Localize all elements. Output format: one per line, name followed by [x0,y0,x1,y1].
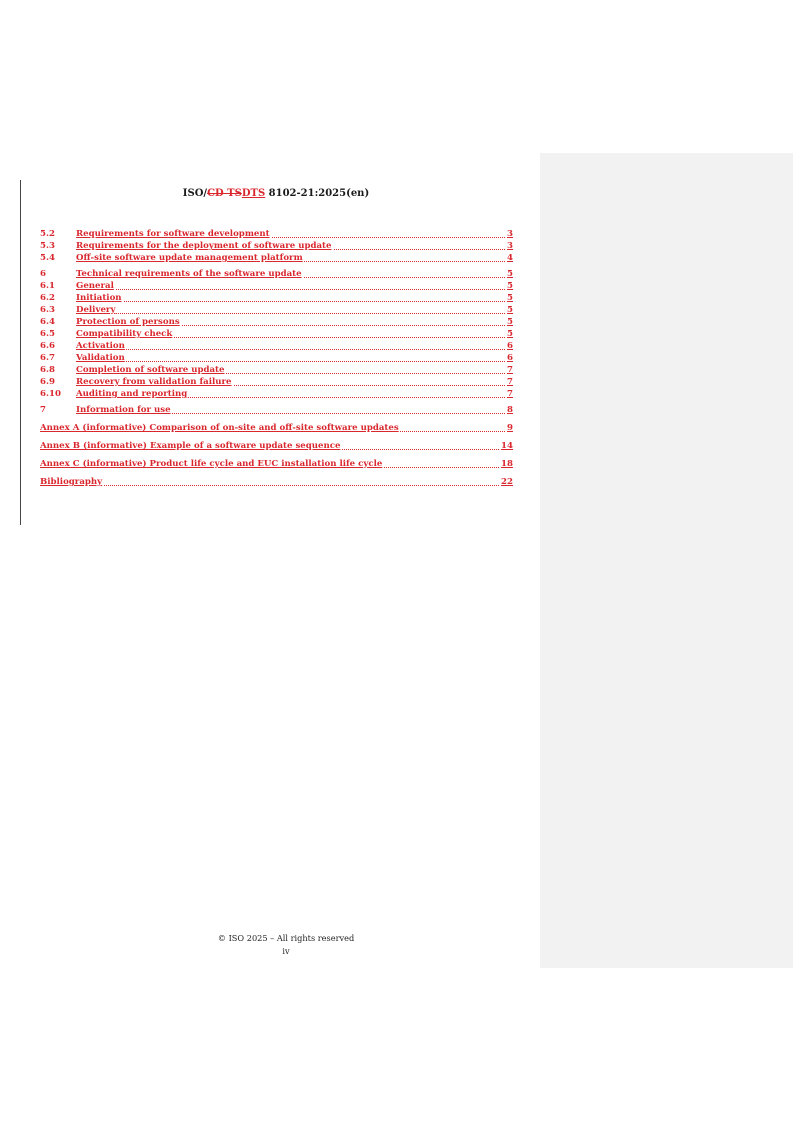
toc-entry-title: Technical requirements of the software update [76,269,302,279]
toc-entry-label [40,458,383,470]
toc-entry[interactable] [40,292,513,304]
toc-entry-label [40,388,188,400]
toc-entry-title: Delivery [76,305,116,315]
toc-entry[interactable] [40,328,513,340]
toc-entry-label [40,228,271,240]
toc-entry-number: 6.8 [40,365,55,375]
toc-entry[interactable] [40,458,513,470]
toc-entry-page: 7 [507,365,513,375]
toc-entry-page: 5 [507,329,513,339]
toc-entry-number: 6.2 [40,293,55,303]
toc-entry-page: 18 [501,459,513,469]
toc-entry-label [40,280,115,292]
toc-entry-page: 7 [507,389,513,399]
toc-entry-title: Bibliography [40,477,103,487]
toc-entry-page: 5 [507,293,513,303]
toc-entry-title: Auditing and reporting [76,389,188,399]
comment-pane [540,153,793,968]
copyright-notice: © ISO 2025 – All rights reserved [217,933,355,943]
header-prefix: ISO/ [182,188,208,199]
toc-entry-label [40,404,172,416]
header-suffix: 8102-21:2025(en) [265,188,370,199]
toc-entry-label [40,340,126,352]
toc-entry-label [40,364,226,376]
toc-entry[interactable] [40,316,513,328]
toc-entry-page: 5 [507,305,513,315]
toc-entry-title: Compatibility check [76,329,173,339]
toc-entry-label [40,440,341,452]
toc-entry[interactable] [40,440,513,452]
toc-entry-title: Annex C (informative) Product life cycle and EUC installation life cycle [40,459,383,469]
toc-entry[interactable] [40,404,513,416]
toc-entry-page: 8 [507,405,513,415]
toc-entry[interactable] [40,228,513,240]
toc-entry[interactable] [40,376,513,388]
toc-entry-title: Off-site software update management platform [76,253,303,263]
toc-entry[interactable] [40,388,513,400]
toc-entry-label [40,376,233,388]
toc-entry-page: 4 [507,253,513,263]
toc-entry-page: 9 [507,423,513,433]
toc-entry-label [40,422,400,434]
toc-entry-number: 6.9 [40,377,55,387]
page-footer [40,932,532,958]
toc-entry-page: 22 [501,477,513,487]
toc-entry-title: Information for use [76,405,171,415]
toc-entry-title: Validation [76,353,125,363]
toc-entry-page: 6 [507,353,513,363]
toc-entry-number: 5.2 [40,229,55,239]
toc-entry-title: Protection of persons [76,317,180,327]
toc-entry[interactable] [40,476,513,488]
toc-entry-number: 6.5 [40,329,55,339]
toc-entry[interactable] [40,252,513,264]
toc-entry-title: Requirements for software development [76,229,270,239]
toc-entry-number: 6.1 [40,281,55,291]
toc-entry-title: General [76,281,114,291]
toc-entry-page: 5 [507,317,513,327]
toc-entry[interactable] [40,304,513,316]
page-number: iv [282,946,290,956]
toc-entry-number: 6.10 [40,389,61,399]
toc-entry-page: 14 [501,441,513,451]
toc-entry-page: 3 [507,229,513,239]
header-deleted-text: CD TS [207,188,242,199]
toc-entry[interactable] [40,268,513,280]
toc-entry[interactable] [40,364,513,376]
toc-entry-page: 6 [507,341,513,351]
toc-entry-label [40,352,126,364]
toc-entry-page: 7 [507,377,513,387]
toc-entry-title: Requirements for the deployment of software update [76,241,332,251]
toc-entry-label [40,316,181,328]
toc-entry-number: 6.6 [40,341,55,351]
toc-entry-number: 5.3 [40,241,55,251]
toc-entry-label [40,328,173,340]
table-of-contents [40,228,513,488]
toc-entry-title: Annex A (informative) Comparison of on-site and off-site software updates [40,423,399,433]
toc-entry-label [40,240,333,252]
toc-entry-page: 5 [507,269,513,279]
toc-entry-number: 6.7 [40,353,55,363]
toc-entry[interactable] [40,240,513,252]
toc-leader [40,485,505,486]
toc-entry[interactable] [40,422,513,434]
toc-entry-title: Activation [76,341,125,351]
toc-entry-label [40,292,123,304]
toc-entry-number: 5.4 [40,253,55,263]
toc-entry-page: 5 [507,281,513,291]
toc-entry-number: 7 [40,405,46,415]
toc-entry[interactable] [40,340,513,352]
toc-entry-title: Initiation [76,293,122,303]
toc-entry[interactable] [40,352,513,364]
document-header [40,188,512,199]
toc-entry-label [40,268,303,280]
toc-entry-label [40,476,103,488]
toc-entry-label [40,304,116,316]
toc-entry-title: Annex B (informative) Example of a software update sequence [40,441,341,451]
toc-entry[interactable] [40,280,513,292]
toc-entry-page: 3 [507,241,513,251]
toc-entry-number: 6.3 [40,305,55,315]
header-inserted-text: DTS [241,188,266,199]
toc-entry-title: Recovery from validation failure [76,377,232,387]
toc-entry-label [40,252,304,264]
toc-entry-number: 6 [40,269,46,279]
change-bar [20,180,21,525]
toc-entry-title: Completion of software update [76,365,225,375]
toc-entry-number: 6.4 [40,317,55,327]
